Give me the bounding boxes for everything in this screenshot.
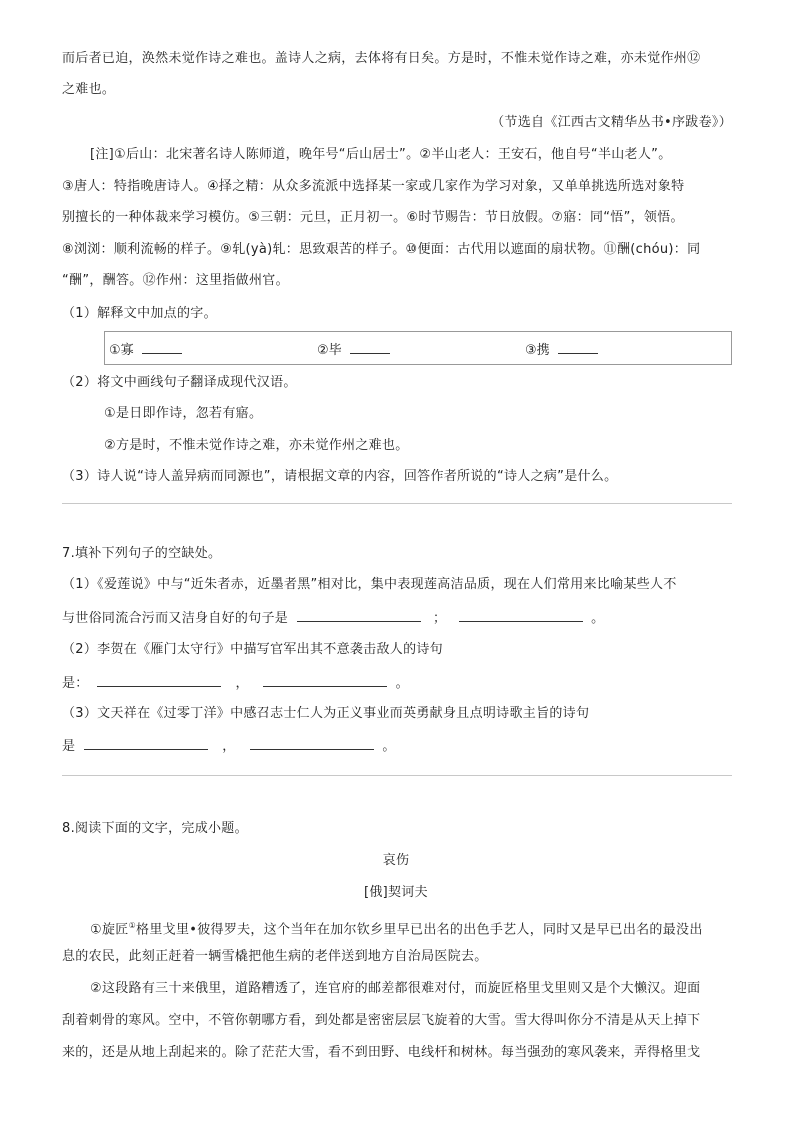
question-2-sentence: ①是日即作诗，忽若有寤。 xyxy=(104,406,263,421)
note-line: ⑧浏浏：顺利流畅的样子。⑨轧(yà)轧：思致艰苦的样子。⑩便面：古代用以遮面的扇状物。⑪酬(chóu)：同 xyxy=(62,242,701,257)
answer-item xyxy=(317,340,390,360)
note-line: [注]①后山：北宋著名诗人陈师道，晚年号“后山居士”。②半山老人：王安石，他自号“半山老人”。 xyxy=(90,147,672,162)
answer-item-label: ①寡 xyxy=(109,343,134,358)
section-divider xyxy=(62,503,732,504)
story-paragraph-line: 刮着刺骨的寒风。空中，不管你朝哪方看，到处都是密密层层飞旋着的大雪。雪大得叫你分不清是从天上掉下 xyxy=(62,1013,701,1028)
section-7-item xyxy=(62,673,409,693)
question-2-sentence: ②方是时，不惟未觉作诗之难，亦未觉作州之难也。 xyxy=(104,438,409,453)
sentence-end: 。 xyxy=(591,611,605,626)
passage-source: （节选自《江西古文精华丛书•序跋卷》） xyxy=(491,115,732,130)
fill-prefix: 是 xyxy=(62,739,76,754)
passage-line: 之难也。 xyxy=(62,82,116,97)
section-7-item: （3）文天祥在《过零丁洋》中感召志士仁人为正义事业而英勇献身且点明诗歌主旨的诗句 xyxy=(62,706,590,721)
answer-blank[interactable] xyxy=(142,340,182,354)
answer-item-label: ②毕 xyxy=(317,343,342,358)
story-paragraph-line xyxy=(90,917,703,939)
answer-item xyxy=(525,340,598,360)
note-line: ③唐人：特指晚唐诗人。④择之精：从众多流派中选择某一家或几家作为学习对象，又单单挑选所选对象特 xyxy=(62,179,685,194)
section-7-item: （2）李贺在《雁门太守行》中描写官军出其不意袭击敌人的诗句 xyxy=(62,642,443,657)
note-line: 别擅长的一种体裁来学习模仿。⑤三朝：元旦，正月初一。⑥时节赐告：节日放假。⑦寤：同“悟”，领悟。 xyxy=(62,210,684,225)
question-1-title: （1）解释文中加点的字。 xyxy=(62,306,217,321)
fill-blank[interactable] xyxy=(84,736,208,750)
footnote-mark: ① xyxy=(128,921,137,930)
fill-blank[interactable] xyxy=(250,736,374,750)
question-2-title: （2）将文中画线句子翻译成现代汉语。 xyxy=(62,375,297,390)
fill-prefix: 与世俗同流合污而又洁身自好的句子是 xyxy=(62,611,289,626)
story-title: 哀伤 xyxy=(382,853,410,868)
section-7-title: 7.填补下列句子的空缺处。 xyxy=(62,546,222,561)
passage-line: 而后者已迫，涣然未觉作诗之难也。盖诗人之病，去体将有日矣。方是时，不惟未觉作诗之难，亦未觉作州⑫ xyxy=(62,51,701,66)
answer-box xyxy=(104,331,732,365)
section-7-item: （1）《爱莲说》中与“近朱者赤，近墨者黑”相对比，集中表现莲高洁品质，现在人们常用来比喻某些人不 xyxy=(62,577,677,592)
section-7-item xyxy=(62,736,396,756)
answer-item-label: ③携 xyxy=(525,343,550,358)
fill-blank[interactable] xyxy=(263,673,387,687)
separator: ， xyxy=(222,739,236,754)
fill-blank[interactable] xyxy=(297,608,421,622)
paragraph-start: ①旋匠 xyxy=(90,922,129,938)
story-paragraph-line: 来的，还是从地上刮起来的。除了茫茫大雪，看不到田野、电线杆和树林。每当强劲的寒风袭来，弄得格里戈 xyxy=(62,1045,701,1060)
section-8-title: 8.阅读下面的文字，完成小题。 xyxy=(62,821,248,836)
story-paragraph-line: ②这段路有三十来俄里，道路糟透了，连官府的邮差都很难对付，而旋匠格里戈里则又是个大懒汉。迎面 xyxy=(90,981,701,996)
sentence-end: 。 xyxy=(382,739,396,754)
section-7-item xyxy=(62,608,604,628)
question-3-title: （3）诗人说“诗人盖异病而同源也”，请根据文章的内容，回答作者所说的“诗人之病”是什么。 xyxy=(62,469,618,484)
answer-blank[interactable] xyxy=(350,340,390,354)
separator: ； xyxy=(432,611,447,626)
fill-prefix: 是： xyxy=(62,676,89,691)
fill-blank[interactable] xyxy=(459,608,583,622)
fill-blank[interactable] xyxy=(97,673,221,687)
story-paragraph-line: 息的农民，此刻正赶着一辆雪橇把他生病的老伴送到地方自治局医院去。 xyxy=(62,949,488,964)
answer-item xyxy=(109,340,182,360)
answer-blank[interactable] xyxy=(558,340,598,354)
note-line: “酬”，酬答。⑫作州：这里指做州官。 xyxy=(62,273,289,288)
section-divider xyxy=(62,775,732,776)
story-author: [俄]契诃夫 xyxy=(364,885,428,900)
sentence-end: 。 xyxy=(395,676,409,691)
paragraph-text: 格里戈里•彼得罗夫，这个当年在加尔钦乡里早已出名的出色手艺人，同时又是早已出名的最没出 xyxy=(136,922,703,938)
separator: ， xyxy=(235,676,249,691)
